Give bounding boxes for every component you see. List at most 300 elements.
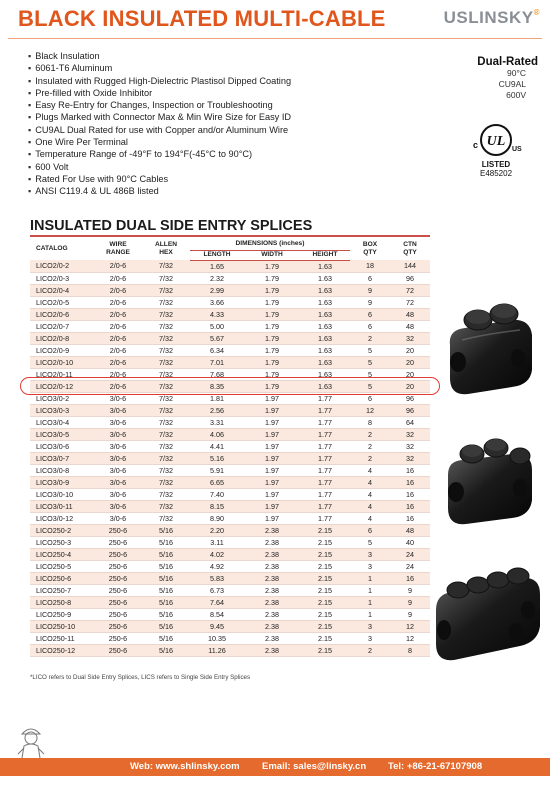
header-wire-line2: RANGE: [106, 249, 130, 256]
box-qty-cell: 6: [350, 272, 390, 284]
catalog-cell: LICO2/0-8: [30, 332, 94, 344]
length-cell: 5.16: [190, 452, 244, 464]
width-cell: 1.97: [244, 440, 300, 452]
wire-range-cell: 3/0-6: [94, 464, 142, 476]
table-row: [30, 512, 430, 524]
allen-hex-cell: 7/32: [142, 488, 190, 500]
box-qty-cell: 4: [350, 512, 390, 524]
length-cell: 5.67: [190, 332, 244, 344]
allen-hex-cell: 7/32: [142, 356, 190, 368]
table-row: [30, 500, 430, 512]
length-cell: 6.65: [190, 476, 244, 488]
allen-hex-cell: 7/32: [142, 416, 190, 428]
allen-hex-cell: 5/16: [142, 524, 190, 536]
allen-hex-cell: 7/32: [142, 428, 190, 440]
allen-hex-cell: 7/32: [142, 332, 190, 344]
wire-range-cell: 250-6: [94, 632, 142, 644]
wire-range-cell: 3/0-6: [94, 392, 142, 404]
wire-range-cell: 250-6: [94, 596, 142, 608]
wire-range-cell: 3/0-6: [94, 404, 142, 416]
ctn-qty-cell: 32: [390, 332, 430, 344]
footer-email[interactable]: Email: sales@linsky.cn: [262, 761, 367, 772]
box-qty-cell: 2: [350, 428, 390, 440]
feature-item: ▪ CU9AL Dual Rated for use with Copper and/or Aluminum Wire: [28, 124, 291, 136]
catalog-cell: LICO250-11: [30, 632, 94, 644]
catalog-cell: LICO3/0-10: [30, 488, 94, 500]
table-row: [30, 356, 430, 368]
header-dimensions: DIMENSIONS (inches): [190, 238, 350, 250]
table-row: [30, 536, 430, 548]
wire-range-cell: 3/0-6: [94, 416, 142, 428]
width-cell: 1.97: [244, 476, 300, 488]
box-qty-cell: 3: [350, 632, 390, 644]
allen-hex-cell: 7/32: [142, 500, 190, 512]
table-row: [30, 620, 430, 632]
width-cell: 2.38: [244, 536, 300, 548]
length-cell: 8.90: [190, 512, 244, 524]
width-cell: 1.79: [244, 380, 300, 392]
box-qty-cell: 2: [350, 440, 390, 452]
catalog-cell: LICO2/0-3: [30, 272, 94, 284]
brand-logo-mark: ®: [533, 8, 540, 17]
width-cell: 1.97: [244, 464, 300, 476]
height-cell: 2.15: [300, 596, 350, 608]
wire-range-cell: 250-6: [94, 608, 142, 620]
width-cell: 2.38: [244, 632, 300, 644]
catalog-cell: LICO2/0-4: [30, 284, 94, 296]
width-cell: 1.79: [244, 260, 300, 272]
length-cell: 8.15: [190, 500, 244, 512]
allen-hex-cell: 5/16: [142, 608, 190, 620]
splice-spec-table: [30, 238, 430, 657]
feature-item: ▪ 6061-T6 Aluminum: [28, 62, 291, 74]
width-cell: 1.79: [244, 320, 300, 332]
length-cell: 4.02: [190, 548, 244, 560]
allen-hex-cell: 5/16: [142, 560, 190, 572]
width-cell: 2.38: [244, 608, 300, 620]
ctn-qty-cell: 32: [390, 428, 430, 440]
catalog-cell: LICO250-4: [30, 548, 94, 560]
wire-range-cell: 250-6: [94, 584, 142, 596]
connector-4-port-image: [430, 560, 545, 670]
width-cell: 1.97: [244, 392, 300, 404]
table-row: [30, 644, 430, 656]
width-cell: 1.97: [244, 512, 300, 524]
catalog-cell: LICO2/0-12: [30, 380, 94, 392]
length-cell: 4.41: [190, 440, 244, 452]
width-cell: 2.38: [244, 572, 300, 584]
width-cell: 2.38: [244, 620, 300, 632]
dual-rated-block: [438, 56, 538, 101]
catalog-cell: LICO2/0-7: [30, 320, 94, 332]
box-qty-cell: 3: [350, 620, 390, 632]
allen-hex-cell: 5/16: [142, 584, 190, 596]
table-row-highlighted: [30, 380, 430, 392]
wire-range-cell: 2/0-6: [94, 296, 142, 308]
box-qty-cell: 2: [350, 452, 390, 464]
catalog-cell: LICO3/0-8: [30, 464, 94, 476]
table-row: [30, 272, 430, 284]
length-cell: 8.35: [190, 380, 244, 392]
table-row: [30, 392, 430, 404]
box-qty-cell: 4: [350, 488, 390, 500]
allen-hex-cell: 7/32: [142, 260, 190, 272]
height-cell: 1.63: [300, 332, 350, 344]
catalog-cell: LICO250-8: [30, 596, 94, 608]
ctn-qty-cell: 96: [390, 392, 430, 404]
ctn-qty-cell: 32: [390, 440, 430, 452]
length-cell: 7.68: [190, 368, 244, 380]
box-qty-cell: 6: [350, 392, 390, 404]
wire-range-cell: 3/0-6: [94, 500, 142, 512]
height-cell: 1.63: [300, 320, 350, 332]
mascot-icon: [14, 722, 48, 760]
height-cell: 2.15: [300, 620, 350, 632]
page-title: BLACK INSULATED MULTI-CABLE: [18, 6, 386, 31]
catalog-cell: LICO2/0-11: [30, 368, 94, 380]
width-cell: 2.38: [244, 644, 300, 656]
box-qty-cell: 6: [350, 524, 390, 536]
connector-2-port-image: [440, 290, 540, 400]
wire-range-cell: 2/0-6: [94, 308, 142, 320]
box-qty-cell: 2: [350, 644, 390, 656]
height-cell: 1.63: [300, 380, 350, 392]
length-cell: 2.32: [190, 272, 244, 284]
length-cell: 7.64: [190, 596, 244, 608]
rating-temperature: 90°C: [507, 68, 526, 78]
allen-hex-cell: 5/16: [142, 572, 190, 584]
table-row: [30, 404, 430, 416]
height-cell: 1.77: [300, 392, 350, 404]
table-row: [30, 476, 430, 488]
footnote: *LICO refers to Dual Side Entry Splices, LICS refers to Single Side Entry Splices: [30, 674, 251, 681]
brand-logo-text: USLINSKY: [443, 8, 534, 27]
ctn-qty-cell: 16: [390, 464, 430, 476]
ctn-qty-cell: 16: [390, 512, 430, 524]
table-row: [30, 632, 430, 644]
box-qty-cell: 18: [350, 260, 390, 272]
box-qty-cell: 9: [350, 284, 390, 296]
rating-material: CU9AL: [498, 79, 526, 89]
table-row: [30, 308, 430, 320]
length-cell: 4.92: [190, 560, 244, 572]
catalog-cell: LICO2/0-5: [30, 296, 94, 308]
catalog-cell: LICO3/0-4: [30, 416, 94, 428]
header-length: LENGTH: [190, 250, 244, 260]
length-cell: 7.40: [190, 488, 244, 500]
width-cell: 1.79: [244, 272, 300, 284]
feature-list: [28, 50, 291, 198]
title-divider: [8, 38, 542, 39]
ctn-qty-cell: 72: [390, 284, 430, 296]
allen-hex-cell: 7/32: [142, 440, 190, 452]
table-row: [30, 332, 430, 344]
ctn-qty-cell: 24: [390, 560, 430, 572]
feature-item: ▪ Temperature Range of -49°F to 194°F(-45°C to 90°C): [28, 148, 291, 160]
listed-label: LISTED: [481, 160, 511, 169]
feature-item: ▪ ANSI C119.4 & UL 486B listed: [28, 185, 291, 197]
catalog-cell: LICO250-10: [30, 620, 94, 632]
box-qty-cell: 1: [350, 608, 390, 620]
ctn-qty-cell: 96: [390, 272, 430, 284]
ctn-qty-cell: 32: [390, 452, 430, 464]
ctn-qty-cell: 16: [390, 488, 430, 500]
width-cell: 2.38: [244, 560, 300, 572]
box-qty-cell: 5: [350, 356, 390, 368]
allen-hex-cell: 7/32: [142, 380, 190, 392]
box-qty-cell: 3: [350, 548, 390, 560]
ctn-qty-cell: 144: [390, 260, 430, 272]
wire-range-cell: 250-6: [94, 524, 142, 536]
height-cell: 2.15: [300, 584, 350, 596]
ctn-qty-cell: 20: [390, 368, 430, 380]
width-cell: 1.97: [244, 500, 300, 512]
allen-hex-cell: 7/32: [142, 284, 190, 296]
height-cell: 1.63: [300, 272, 350, 284]
width-cell: 2.38: [244, 548, 300, 560]
box-qty-cell: 6: [350, 308, 390, 320]
ctn-qty-cell: 96: [390, 404, 430, 416]
table-row: [30, 548, 430, 560]
table-row: [30, 596, 430, 608]
box-qty-cell: 6: [350, 320, 390, 332]
table-row: [30, 296, 430, 308]
ul-letters: UL: [486, 134, 506, 149]
allen-hex-cell: 7/32: [142, 512, 190, 524]
feature-item: ▪ Insulated with Rugged High-Dielectric Plastisol Dipped Coating: [28, 75, 291, 87]
table-row: [30, 572, 430, 584]
wire-range-cell: 3/0-6: [94, 488, 142, 500]
wire-range-cell: 2/0-6: [94, 272, 142, 284]
table-row: [30, 464, 430, 476]
table-row: [30, 260, 430, 272]
height-cell: 1.77: [300, 476, 350, 488]
table-row: [30, 488, 430, 500]
catalog-cell: LICO250-2: [30, 524, 94, 536]
height-cell: 1.77: [300, 512, 350, 524]
ctn-qty-cell: 16: [390, 572, 430, 584]
width-cell: 1.79: [244, 344, 300, 356]
length-cell: 3.31: [190, 416, 244, 428]
length-cell: 2.99: [190, 284, 244, 296]
wire-range-cell: 2/0-6: [94, 380, 142, 392]
rating-voltage: 600V: [506, 90, 526, 100]
ul-logo-icon: [469, 120, 523, 160]
height-cell: 2.15: [300, 524, 350, 536]
length-cell: 1.81: [190, 392, 244, 404]
width-cell: 1.97: [244, 488, 300, 500]
ctn-qty-cell: 48: [390, 308, 430, 320]
height-cell: 1.77: [300, 404, 350, 416]
header-allen-hex: [142, 238, 190, 260]
allen-hex-cell: 7/32: [142, 452, 190, 464]
ctn-qty-cell: 20: [390, 356, 430, 368]
ctn-qty-cell: 9: [390, 584, 430, 596]
allen-hex-cell: 7/32: [142, 272, 190, 284]
height-cell: 2.15: [300, 572, 350, 584]
feature-item: ▪ Black Insulation: [28, 50, 291, 62]
height-cell: 1.77: [300, 452, 350, 464]
ctn-qty-cell: 16: [390, 500, 430, 512]
table-row: [30, 416, 430, 428]
catalog-cell: LICO250-3: [30, 536, 94, 548]
catalog-cell: LICO3/0-2: [30, 392, 94, 404]
height-cell: 2.15: [300, 560, 350, 572]
catalog-cell: LICO3/0-9: [30, 476, 94, 488]
ctn-qty-cell: 72: [390, 296, 430, 308]
ctn-qty-cell: 16: [390, 476, 430, 488]
section-divider: [30, 235, 430, 237]
box-qty-cell: 1: [350, 584, 390, 596]
header-ctn-line1: CTN: [403, 241, 417, 248]
ctn-qty-cell: 8: [390, 644, 430, 656]
height-cell: 1.63: [300, 368, 350, 380]
wire-range-cell: 3/0-6: [94, 452, 142, 464]
connector-3-port-image: [440, 430, 540, 530]
wire-range-cell: 250-6: [94, 560, 142, 572]
box-qty-cell: 5: [350, 368, 390, 380]
wire-range-cell: 250-6: [94, 620, 142, 632]
contact-footer: [0, 758, 550, 776]
catalog-cell: LICO250-6: [30, 572, 94, 584]
length-cell: 4.06: [190, 428, 244, 440]
allen-hex-cell: 5/16: [142, 632, 190, 644]
wire-range-cell: 250-6: [94, 548, 142, 560]
allen-hex-cell: 7/32: [142, 392, 190, 404]
allen-hex-cell: 7/32: [142, 308, 190, 320]
feature-item: ▪ Rated For Use with 90°C Cables: [28, 173, 291, 185]
height-cell: 1.77: [300, 464, 350, 476]
height-cell: 1.63: [300, 284, 350, 296]
ctn-qty-cell: 20: [390, 344, 430, 356]
catalog-cell: LICO2/0-9: [30, 344, 94, 356]
feature-item: ▪ One Wire Per Terminal: [28, 136, 291, 148]
length-cell: 10.35: [190, 632, 244, 644]
allen-hex-cell: 5/16: [142, 644, 190, 656]
table-row: [30, 344, 430, 356]
ctn-qty-cell: 20: [390, 380, 430, 392]
width-cell: 1.97: [244, 428, 300, 440]
header-ctn-qty: [390, 238, 430, 260]
length-cell: 1.65: [190, 260, 244, 272]
height-cell: 2.15: [300, 632, 350, 644]
box-qty-cell: 1: [350, 596, 390, 608]
catalog-cell: LICO3/0-5: [30, 428, 94, 440]
width-cell: 1.79: [244, 308, 300, 320]
header-allen-line1: ALLEN: [155, 241, 177, 248]
wire-range-cell: 250-6: [94, 644, 142, 656]
ctn-qty-cell: 9: [390, 596, 430, 608]
box-qty-cell: 1: [350, 572, 390, 584]
wire-range-cell: 2/0-6: [94, 284, 142, 296]
ctn-qty-cell: 64: [390, 416, 430, 428]
length-cell: 6.34: [190, 344, 244, 356]
header-box-line1: BOX: [362, 241, 378, 248]
header-width: WIDTH: [244, 250, 300, 260]
header-box-line2: QTY: [363, 249, 377, 256]
width-cell: 1.97: [244, 416, 300, 428]
table-row: [30, 452, 430, 464]
allen-hex-cell: 7/32: [142, 464, 190, 476]
width-cell: 1.97: [244, 404, 300, 416]
ctn-qty-cell: 24: [390, 548, 430, 560]
height-cell: 1.77: [300, 500, 350, 512]
table-row: [30, 584, 430, 596]
box-qty-cell: 3: [350, 560, 390, 572]
height-cell: 2.15: [300, 536, 350, 548]
allen-hex-cell: 5/16: [142, 620, 190, 632]
length-cell: 8.54: [190, 608, 244, 620]
allen-hex-cell: 7/32: [142, 476, 190, 488]
catalog-cell: LICO3/0-6: [30, 440, 94, 452]
wire-range-cell: 3/0-6: [94, 512, 142, 524]
header-allen-line2: HEX: [159, 249, 173, 256]
allen-hex-cell: 7/32: [142, 368, 190, 380]
length-cell: 2.56: [190, 404, 244, 416]
wire-range-cell: 3/0-6: [94, 428, 142, 440]
header-catalog: CATALOG: [36, 245, 68, 252]
footer-phone: Tel: +86-21-67107908: [388, 761, 483, 772]
table-row: [30, 428, 430, 440]
box-qty-cell: 2: [350, 332, 390, 344]
width-cell: 1.79: [244, 284, 300, 296]
ctn-qty-cell: 40: [390, 536, 430, 548]
spec-table-body: [30, 260, 430, 656]
width-cell: 1.79: [244, 296, 300, 308]
wire-range-cell: 250-6: [94, 536, 142, 548]
length-cell: 3.11: [190, 536, 244, 548]
table-row: [30, 524, 430, 536]
table-row: [30, 608, 430, 620]
section-title: INSULATED DUAL SIDE ENTRY SPLICES: [30, 218, 313, 234]
table-row: [30, 368, 430, 380]
height-cell: 2.15: [300, 608, 350, 620]
wire-range-cell: 250-6: [94, 572, 142, 584]
length-cell: 4.33: [190, 308, 244, 320]
catalog-cell: LICO3/0-11: [30, 500, 94, 512]
header-wire-line1: WIRE: [109, 241, 127, 248]
table-row: [30, 284, 430, 296]
height-cell: 1.77: [300, 440, 350, 452]
length-cell: 11.26: [190, 644, 244, 656]
box-qty-cell: 4: [350, 476, 390, 488]
catalog-cell: LICO250-9: [30, 608, 94, 620]
footer-web[interactable]: Web: www.shlinsky.com: [130, 761, 240, 772]
wire-range-cell: 2/0-6: [94, 368, 142, 380]
catalog-cell: LICO250-5: [30, 560, 94, 572]
brand-logo: [444, 8, 540, 28]
catalog-cell: LICO250-12: [30, 644, 94, 656]
dual-rated-heading: Dual-Rated: [477, 56, 538, 68]
box-qty-cell: 4: [350, 464, 390, 476]
length-cell: 5.00: [190, 320, 244, 332]
height-cell: 1.77: [300, 428, 350, 440]
length-cell: 6.73: [190, 584, 244, 596]
header-wire-range: [94, 238, 142, 260]
catalog-cell: LICO3/0-7: [30, 452, 94, 464]
box-qty-cell: 5: [350, 344, 390, 356]
box-qty-cell: 9: [350, 296, 390, 308]
header-box-qty: [350, 238, 390, 260]
width-cell: 2.38: [244, 596, 300, 608]
feature-item: ▪ Plugs Marked with Connector Max & Min Wire Size for Easy ID: [28, 111, 291, 123]
box-qty-cell: 5: [350, 380, 390, 392]
ul-file-number: E485202: [479, 169, 513, 178]
allen-hex-cell: 7/32: [142, 296, 190, 308]
length-cell: 5.91: [190, 464, 244, 476]
wire-range-cell: 2/0-6: [94, 356, 142, 368]
catalog-cell: LICO2/0-6: [30, 308, 94, 320]
